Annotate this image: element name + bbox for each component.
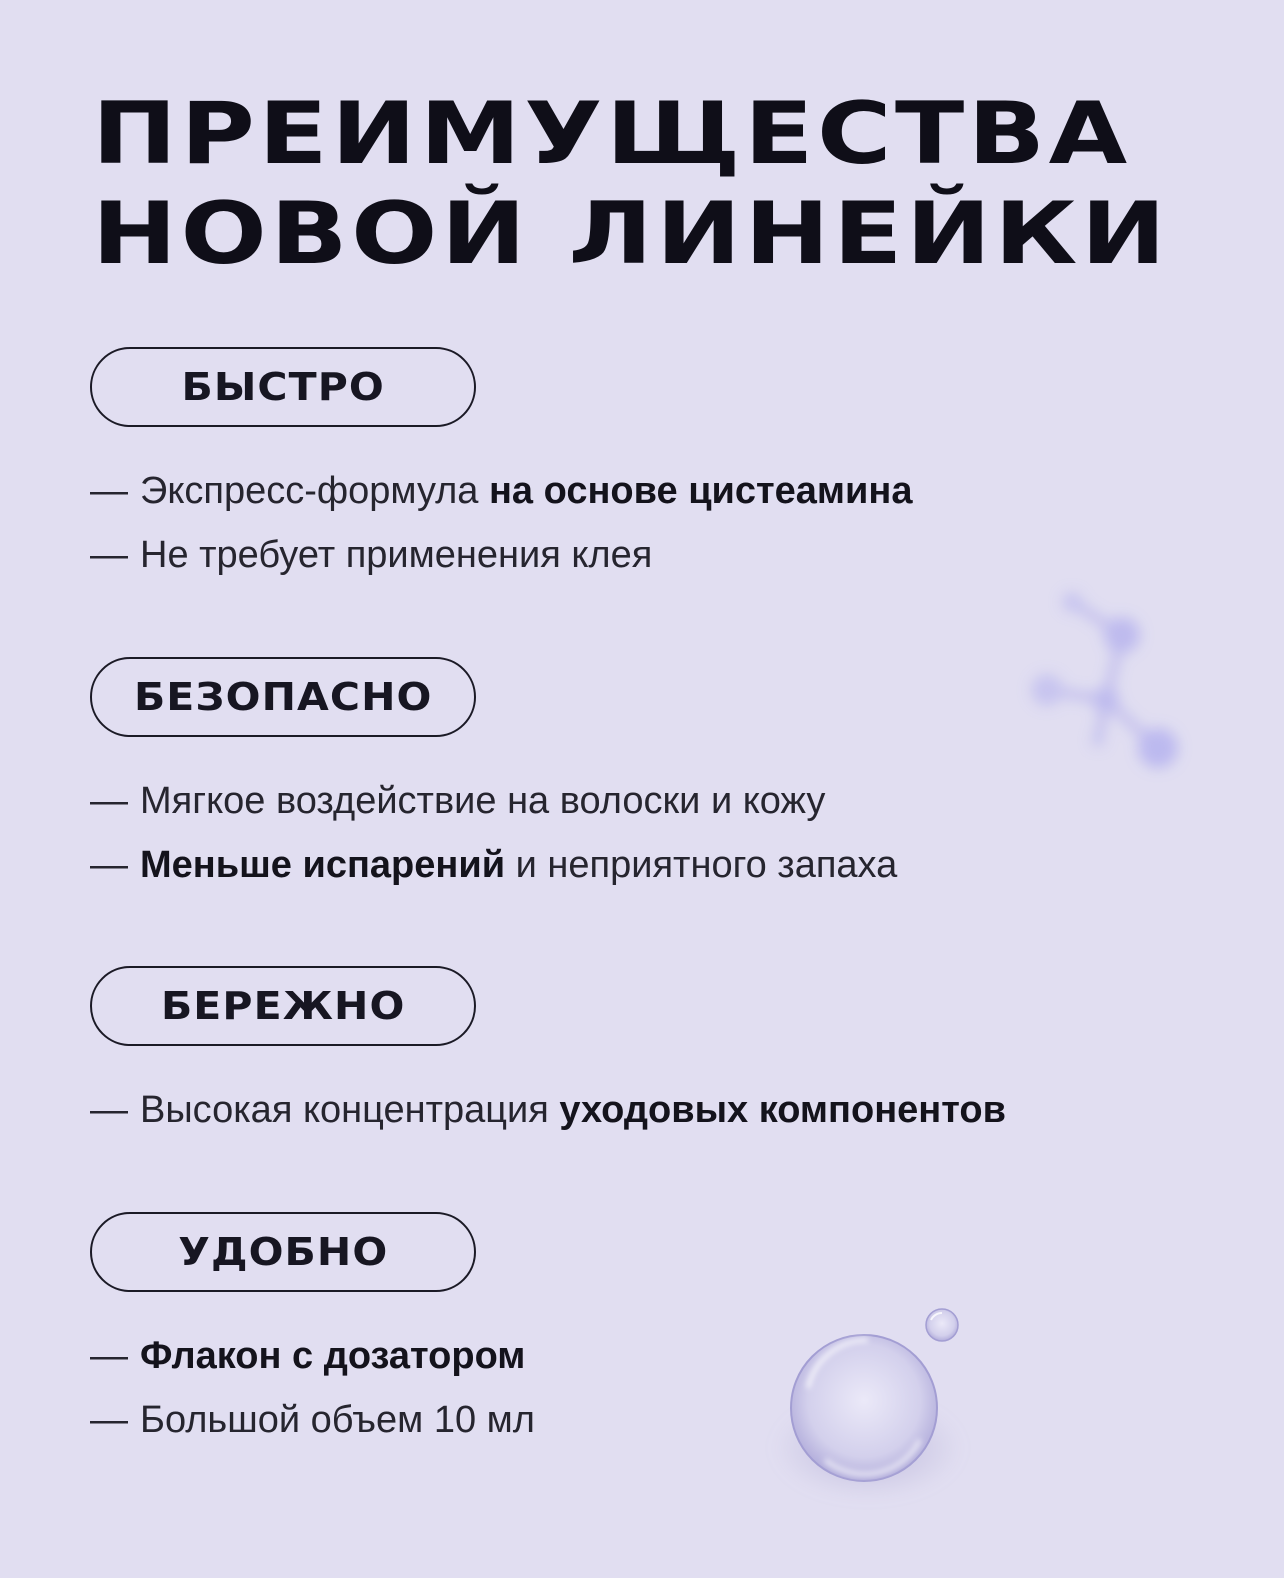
- benefit-item: [90, 523, 1190, 587]
- benefit-list: [90, 769, 1190, 897]
- dash: —: [90, 780, 128, 822]
- benefit-text: Мягкое воздействие на волоски и кожу: [140, 780, 826, 822]
- benefit-text: Экспресс-формула: [140, 470, 489, 512]
- benefit-list: [90, 1324, 1190, 1452]
- benefit-text-bold: на основе цистеамина: [488, 470, 913, 512]
- section-safe: [90, 657, 1190, 897]
- page-title: [92, 84, 1169, 284]
- section-convenient: [90, 1212, 1190, 1452]
- benefit-text-bold: Флакон с дозатором: [140, 1335, 526, 1377]
- benefit-list: [90, 1078, 1190, 1142]
- title-line-1: ПРЕИМУЩЕСТВА: [92, 84, 1131, 184]
- dash: —: [90, 470, 128, 512]
- dash: —: [90, 1335, 128, 1377]
- benefit-item: [90, 833, 1190, 897]
- section-badge-safe: [90, 657, 476, 737]
- benefit-text: Не требует применения клея: [140, 534, 653, 576]
- benefit-text-bold: Меньше испарений: [140, 844, 506, 886]
- dash: —: [90, 844, 128, 886]
- title-line-2: НОВОЙ ЛИНЕЙКИ: [92, 184, 1170, 284]
- section-badge-convenient: [90, 1212, 476, 1292]
- benefit-item: [90, 1324, 1190, 1388]
- benefit-item: [90, 1388, 1190, 1452]
- section-gentle: [90, 966, 1190, 1142]
- dash: —: [90, 1089, 128, 1131]
- benefit-text-tail: и неприятного запаха: [505, 844, 898, 886]
- dash: —: [90, 534, 128, 576]
- section-badge-fast: [90, 347, 476, 427]
- benefit-text: Большой объем 10 мл: [140, 1399, 535, 1441]
- benefit-item: [90, 459, 1190, 523]
- benefit-item: [90, 1078, 1190, 1142]
- benefit-list: [90, 459, 1190, 587]
- section-badge-label: БЕРЕЖНО: [160, 984, 406, 1028]
- dash: —: [90, 1399, 128, 1441]
- section-badge-gentle: [90, 966, 476, 1046]
- benefit-text: Высокая концентрация: [140, 1089, 560, 1131]
- section-badge-label: БЫСТРО: [181, 365, 385, 409]
- benefit-item: [90, 769, 1190, 833]
- section-fast: [90, 347, 1190, 587]
- benefit-text-bold: уходовых компонентов: [559, 1089, 1006, 1131]
- section-badge-label: БЕЗОПАСНО: [133, 675, 433, 719]
- section-badge-label: УДОБНО: [177, 1230, 389, 1274]
